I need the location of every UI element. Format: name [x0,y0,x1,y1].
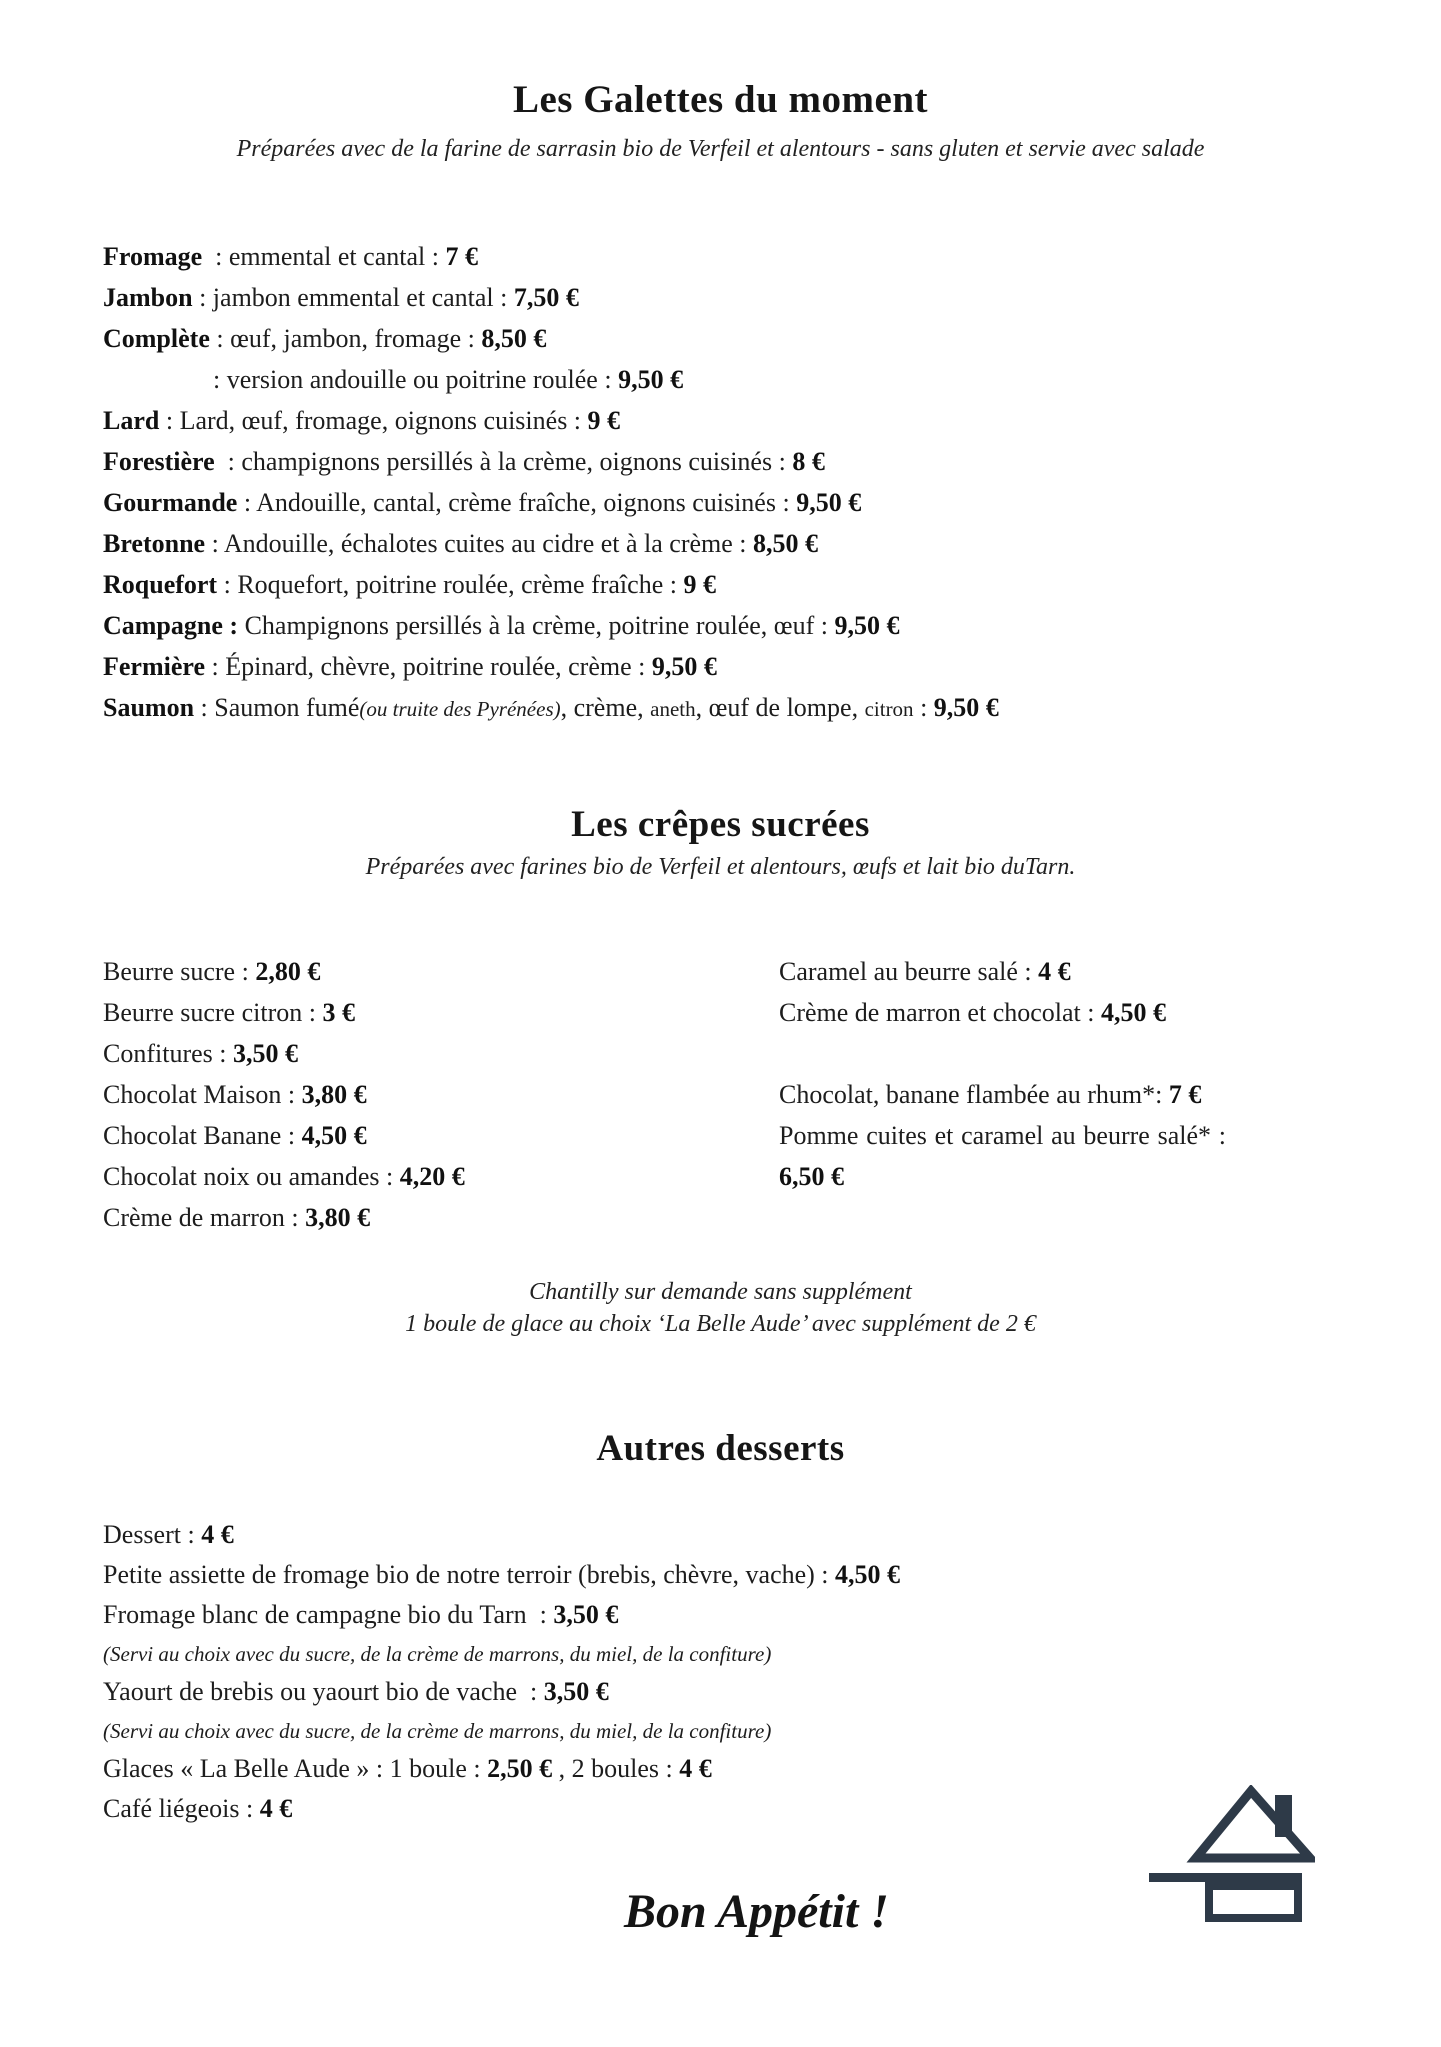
menu-item-text: 4 € [1038,957,1071,986]
menu-item [103,564,999,605]
menu-item [103,277,999,318]
menu-item-text: 9 € [683,570,716,599]
menu-item [779,1033,1226,1074]
menu-item-text: 4,50 € [301,1121,367,1150]
menu-item-text: 3,80 € [305,1203,371,1232]
menu-item-text: 3,80 € [301,1080,367,1109]
menu-item-text: aneth [650,697,696,721]
menu-item-text: : [913,693,934,722]
menu-item-text: 4,50 € [835,1560,901,1589]
menu-item-text: Crème de marron et chocolat : [779,998,1101,1027]
menu-item-text: 9,50 € [796,488,862,517]
menu-item-text: 8,50 € [753,529,819,558]
menu-item [103,400,999,441]
bon-appetit-text: Bon Appétit ! [624,1885,889,1938]
menu-item-text: 6,50 € [779,1162,844,1191]
menu-item [103,1672,900,1712]
menu-item-text: Chocolat, banane flambée au rhum*: [779,1080,1169,1109]
menu-item-text: 7 € [1168,1080,1202,1109]
menu-item [779,992,1226,1033]
menu-item [779,1074,1226,1115]
menu-item [103,1115,465,1156]
menu-item [103,236,999,277]
menu-item-text: 9 € [587,406,621,435]
menu-item-text: Saumon [103,693,195,722]
menu-item-text: citron [864,697,914,721]
menu-item-text: (Servi au choix avec du sucre, de la crème de marrons, du miel, de la confiture) [103,1642,772,1666]
menu-item-text: 2,80 € [255,957,321,986]
logo-roof [1196,1791,1310,1858]
menu-item [103,992,465,1033]
menu-item-text: Champignons persillés à la crème, poitrine roulée, œuf : [238,611,835,640]
menu-item-text: 7,50 € [513,283,579,312]
menu-item-text: Complète [103,324,210,353]
menu-item-text: (ou truite des Pyrénées) [359,697,561,721]
menu-item-text: 9,50 € [618,365,684,394]
menu-item-text: Caramel au beurre salé : [779,957,1039,986]
menu-item-text: Café liégeois : [103,1794,260,1823]
menu-item-text: 4 € [201,1520,234,1549]
menu-item-text: Yaourt de brebis ou yaourt bio de vache : [103,1677,544,1706]
menu-item-text: Chocolat noix ou amandes : [103,1162,400,1191]
menu-item-text: 3 € [322,998,355,1027]
menu-item [103,1074,465,1115]
menu-item-text: : Andouille, cantal, crème fraîche, oignons cuisinés : [237,488,797,517]
menu-item-text [779,1039,786,1068]
logo-chimney [1275,1795,1292,1837]
menu-item-text: : jambon emmental et cantal : [192,283,514,312]
menu-item [103,605,999,646]
menu-item-text: 7 € [445,242,478,271]
menu-item [103,318,999,359]
menu-item-text: : champignons persillés à la crème, oignons cuisinés : [214,447,793,476]
menu-item-text: , 2 boules : [552,1754,680,1783]
section-title-crepes: Les crêpes sucrées [571,804,870,845]
menu-item [103,1635,900,1672]
menu-item-text: 8 € [792,447,825,476]
menu-item-text: Fromage [103,242,203,271]
menu-item-text: : version andouille ou poitrine roulée : [213,365,619,394]
menu-item-text: Campagne : [103,611,239,640]
menu-item-text: : Lard, œuf, fromage, oignons cuisinés : [159,406,588,435]
menu-item-text: 9,50 € [834,611,900,640]
menu-item-text: 4,20 € [399,1162,465,1191]
menu-item-text: 3,50 € [233,1039,298,1068]
menu-item-text: Confitures : [103,1039,233,1068]
menu-item [779,1115,1226,1197]
menu-item-text: Lard [103,406,160,435]
menu-item-text: Beurre sucre citron : [103,998,323,1027]
section-title-galettes: Les Galettes du moment [512,78,929,121]
menu-item-text: 4,50 € [1100,998,1166,1027]
section-subtitle-galettes: Préparées avec de la farine de sarrasin bio de Verfeil et alentours - sans gluten et servie avec salade [236,136,1205,162]
menu-item [103,359,999,400]
menu-item-text: Dessert : [103,1520,202,1549]
menu-item-text: Glaces « La Belle Aude » : 1 boule : [103,1754,488,1783]
menu-item-text: Chocolat Maison : [103,1080,302,1109]
menu-item-text: Forestière [103,447,215,476]
menu-item-text: 9,50 € [933,693,999,722]
menu-item-text: 4 € [679,1754,712,1783]
menu-item-text: 2,50 € [487,1754,553,1783]
menu-item-text: Petite assiette de fromage bio de notre terroir (brebis, chèvre, vache) : [103,1560,836,1589]
menu-item [103,1749,900,1789]
menu-item-text: : emmental et cantal : [202,242,446,271]
menu-item [779,951,1226,992]
menu-item [103,1789,900,1829]
menu-item-text: 8,50 € [481,324,547,353]
menu-item [103,646,999,687]
menu-item-text: 4 € [259,1794,293,1823]
menu-item-text: Bretonne [103,529,206,558]
crepes-right-column [779,951,1226,1197]
menu-item [103,523,999,564]
menu-item-text: : Épinard, chèvre, poitrine roulée, crème : [205,652,652,681]
logo-bar [1149,1873,1302,1882]
menu-item-text: Pomme cuites et caramel au beurre salé* : [779,1121,1226,1150]
menu-item-text: 3,50 € [553,1600,619,1629]
crepes-notes [0,1276,1441,1340]
menu-item-text: , œuf de lompe, [695,693,865,722]
menu-item [103,1712,900,1749]
menu-item-text: Gourmande [103,488,238,517]
menu-item-text: Beurre sucre : [103,957,256,986]
menu-item [103,482,999,523]
menu-item-text: Chocolat Banane : [103,1121,302,1150]
house-logo-icon [1148,1785,1315,1925]
crepes-left-column [103,951,465,1238]
menu-item-text: , crème, [560,693,651,722]
menu-item-text: 9,50 € [651,652,717,681]
menu-item [103,1515,900,1555]
menu-item-text: : Andouille, échalotes cuites au cidre et à la crème : [205,529,754,558]
menu-item-text: : œuf, jambon, fromage : [209,324,482,353]
menu-item-text: Fermière [103,652,205,681]
note-glace-supplement: 1 boule de glace au choix ‘La Belle Aude’ avec supplément de 2 € [405,1311,1036,1337]
menu-item-text: (Servi au choix avec du sucre, de la crème de marrons, du miel, de la confiture) [103,1719,772,1743]
menu-item [103,1033,465,1074]
menu-item-text: : Saumon fumé [194,693,360,722]
menu-item-text: Jambon [103,283,193,312]
menu-item-text: : Roquefort, poitrine roulée, crème fraîche : [217,570,684,599]
menu-item [103,1156,465,1197]
section-subtitle-crepes: Préparées avec farines bio de Verfeil et alentours, œufs et lait bio duTarn. [365,854,1076,880]
menu-item-text: Fromage blanc de campagne bio du Tarn : [103,1600,554,1629]
menu-item-text: Roquefort [103,570,218,599]
menu-item [103,441,999,482]
menu-item [103,951,465,992]
menu-item [103,1197,465,1238]
galettes-list [103,236,999,730]
logo-body [1209,1886,1298,1918]
section-title-desserts: Autres desserts [596,1428,845,1469]
menu-item-text: 3,50 € [543,1677,609,1706]
menu-item-text: Crème de marron : [103,1203,306,1232]
menu-item [103,1555,900,1595]
desserts-list [103,1515,900,1829]
menu-item [103,1595,900,1635]
menu-item [103,687,999,730]
note-chantilly: Chantilly sur demande sans supplément [529,1279,912,1305]
